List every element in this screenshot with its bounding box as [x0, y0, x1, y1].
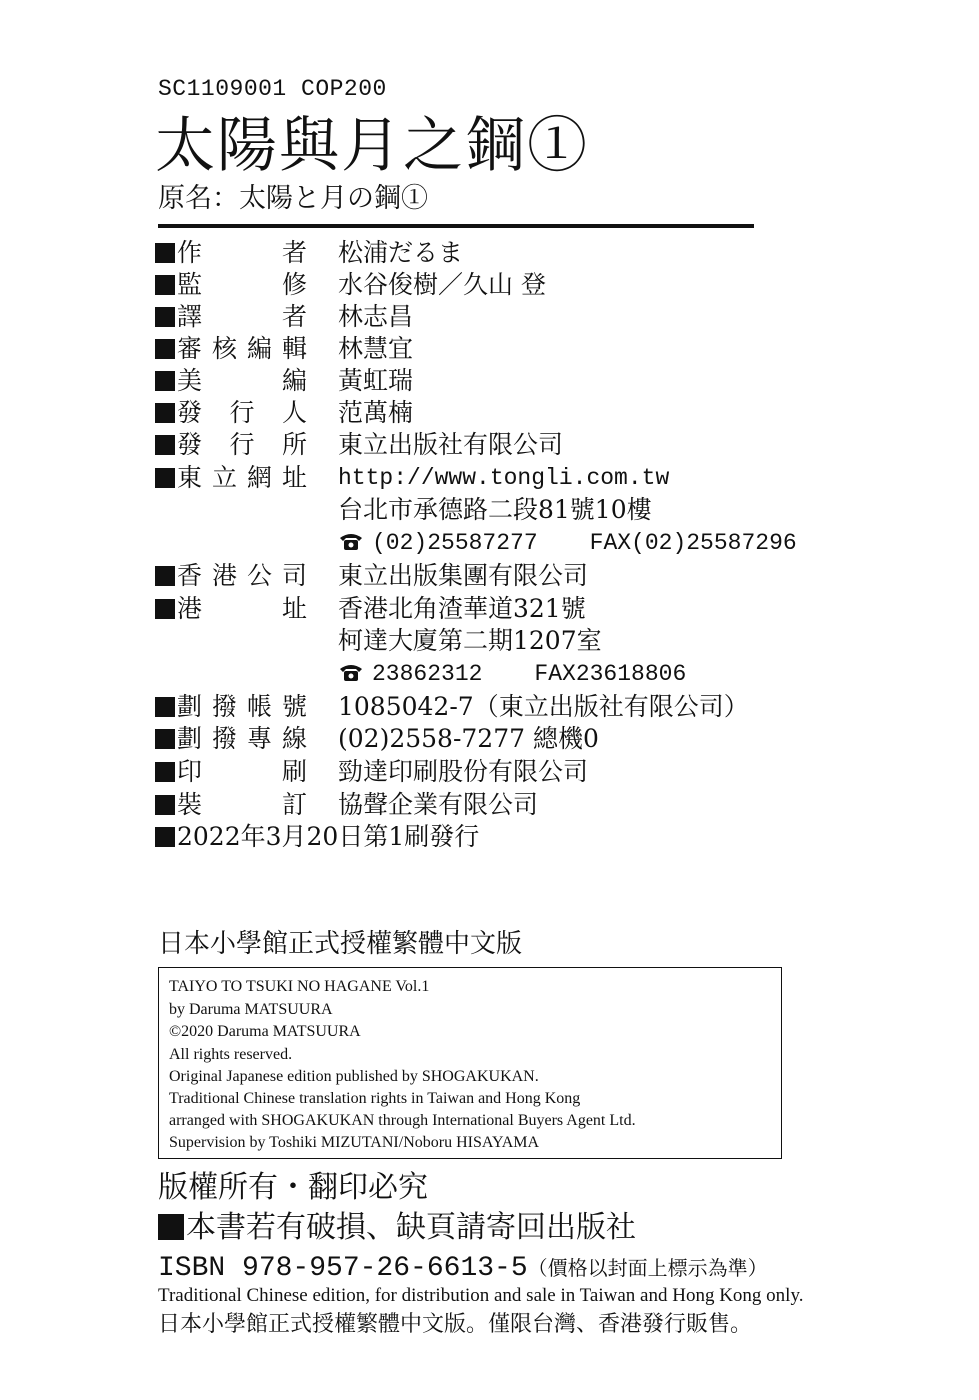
bullet-square-icon — [155, 403, 175, 423]
authorization-notice: 日本小學館正式授權繁體中文版 — [158, 929, 523, 959]
tongli-fax: FAX(02)25587296 — [589, 530, 797, 556]
book-title: 太陽與月之鋼① — [155, 111, 589, 181]
bullet-square-icon — [155, 566, 175, 586]
credit-label: 監 修 — [177, 270, 307, 299]
bullet-square-icon — [155, 307, 175, 327]
credit-value: 東立出版集團有限公司 — [338, 561, 589, 590]
license-line: All rights reserved. — [169, 1046, 293, 1063]
credit-value: 勁達印刷股份有限公司 — [338, 757, 589, 786]
damage-notice-row — [158, 1210, 636, 1246]
credit-label: 譯 者 — [177, 302, 307, 331]
bullet-square-icon — [155, 697, 175, 717]
isbn-row — [158, 1252, 768, 1285]
credit-value: 協聲企業有限公司 — [338, 790, 539, 819]
publish-date: 2022年3月20日第1刷發行 — [177, 822, 480, 851]
license-line: arranged with SHOGAKUKAN through International Buyers Agent Ltd. — [169, 1112, 636, 1129]
credit-label: 發 行 人 — [177, 398, 307, 427]
credit-label: 審核編輯 — [177, 334, 307, 363]
damage-notice: 本書若有破損、缺頁請寄回出版社 — [186, 1210, 636, 1245]
bullet-square-icon — [155, 827, 175, 847]
distribution-english: Traditional Chinese edition, for distribution and sale in Taiwan and Hong Kong only. — [158, 1285, 804, 1306]
credit-label: 印 刷 — [177, 757, 307, 786]
copyright-notice: 版權所有・翻印必究 — [158, 1170, 428, 1205]
credit-value: 林志昌 — [338, 302, 414, 331]
bullet-square-icon — [155, 762, 175, 782]
isbn: ISBN 978-957-26-6613-5 — [158, 1253, 528, 1284]
license-box — [158, 967, 782, 1159]
hk-contact — [338, 658, 686, 690]
credit-label: 發 行 所 — [177, 430, 307, 459]
tongli-address: 台北市承德路二段81號10樓 — [338, 495, 652, 524]
license-line: by Daruma MATSUURA — [169, 1001, 333, 1018]
hk-phone: 23862312 — [372, 661, 483, 687]
credit-label: 裝 訂 — [177, 790, 307, 819]
original-title: 原名：太陽と月の鋼① — [158, 183, 428, 214]
credit-value: 1085042-7（東立出版社有限公司） — [338, 692, 749, 721]
credit-label: 劃撥專線 — [177, 724, 307, 753]
credit-value: 東立出版社有限公司 — [338, 430, 564, 459]
license-line: ©2020 Daruma MATSUURA — [169, 1023, 361, 1040]
bullet-square-icon — [155, 729, 175, 749]
bullet-square-icon — [155, 468, 175, 488]
bullet-square-icon — [155, 371, 175, 391]
bullet-square-icon — [155, 795, 175, 815]
website-url[interactable]: http://www.tongli.com.tw — [338, 465, 670, 491]
credit-label: 作 者 — [177, 238, 307, 267]
credit-value: 黃虹瑞 — [338, 366, 414, 395]
bullet-square-icon — [155, 243, 175, 263]
tongli-phone: (02)25587277 — [372, 530, 538, 556]
bullet-square-icon — [155, 275, 175, 295]
credit-value: 范萬楠 — [338, 398, 414, 427]
bullet-square-icon — [155, 435, 175, 455]
credit-value: (02)2558-7277 總機0 — [338, 724, 599, 753]
distribution-chinese: 日本小學館正式授權繁體中文版。僅限台灣、香港發行販售。 — [158, 1312, 753, 1337]
credit-label: 香港公司 — [177, 561, 307, 590]
price-note: （價格以封面上標示為準） — [527, 1256, 768, 1280]
hk-address-2: 柯達大廈第二期1207室 — [338, 626, 602, 655]
tongli-contact — [338, 527, 797, 559]
license-line: Traditional Chinese translation rights in Taiwan and Hong Kong — [169, 1090, 581, 1107]
hk-fax: FAX23618806 — [534, 661, 687, 687]
credit-label: 港 址 — [177, 594, 307, 623]
credit-value: 水谷俊樹／久山 登 — [338, 270, 546, 299]
publish-date-row — [155, 821, 479, 853]
credit-label: 美 編 — [177, 366, 307, 395]
license-line: Original Japanese edition published by SHOGAKUKAN. — [169, 1068, 539, 1085]
license-line: TAIYO TO TSUKI NO HAGANE Vol.1 — [169, 978, 430, 995]
bullet-square-icon — [155, 599, 175, 619]
bullet-square-icon — [155, 339, 175, 359]
header-divider — [158, 224, 754, 228]
credit-value: 林慧宜 — [338, 334, 414, 363]
credit-value: 香港北角渣華道321號 — [338, 594, 586, 623]
credit-label: 劃撥帳號 — [177, 692, 307, 721]
license-line: Supervision by Toshiki MIZUTANI/Noboru HISAYAMA — [169, 1134, 540, 1151]
bullet-square-icon — [158, 1214, 184, 1240]
telephone-icon — [338, 662, 364, 682]
credit-label: 東立網址 — [177, 463, 307, 492]
telephone-icon — [338, 531, 364, 551]
product-code: SC1109001 COP200 — [158, 76, 387, 102]
credit-value: 松浦だるま — [338, 238, 464, 267]
